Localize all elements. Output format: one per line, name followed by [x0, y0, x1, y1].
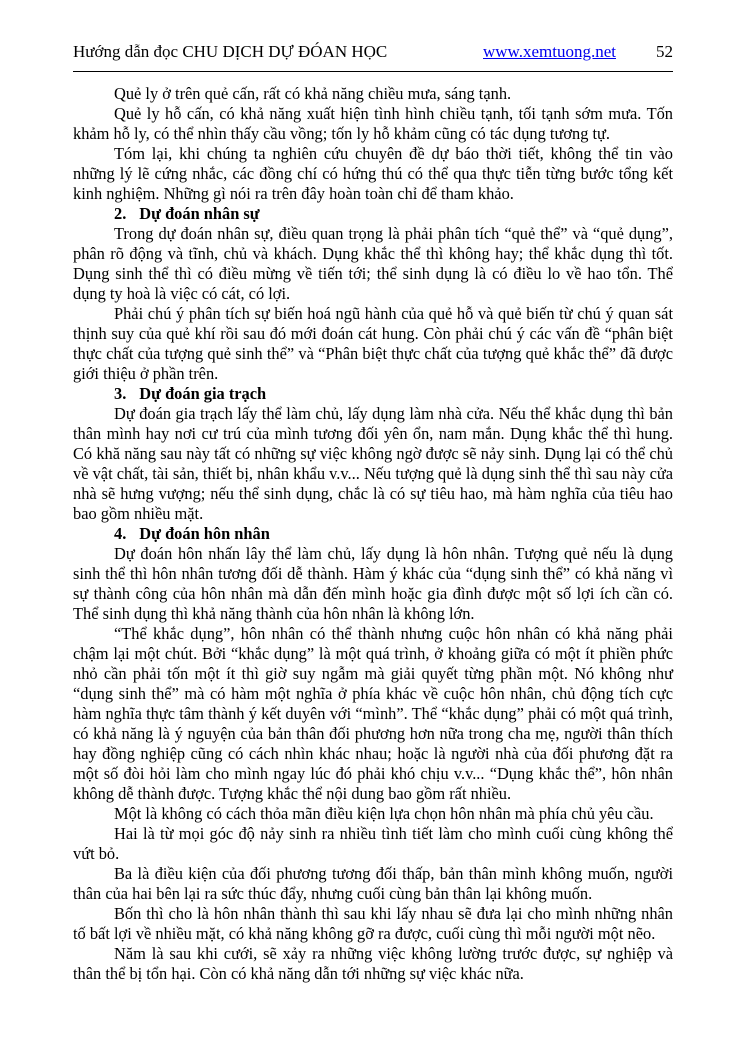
- section-heading-2: [73, 204, 673, 224]
- page-number: 52: [656, 42, 673, 61]
- paragraph: Dự đoán hôn nhấn lây thể làm chủ, lấy dụng là hôn nhân. Tượng quẻ nếu là dụng sinh thể thì hôn nhân tương đối dễ thành. Hàm ý khác của “dụng sinh thể” có khả năng vì sự thành công của hôn nhân mà dẫn đến mình hoặc gia đình được một số lợi ích cần có. Thể sinh dụng thì khả năng thành của hôn nhân là không lớn.: [73, 544, 673, 623]
- paragraph: Quẻ ly ở trên quẻ cấn, rất có khả năng chiều mưa, sáng tạnh.: [114, 84, 512, 103]
- section-number: 2.: [114, 204, 127, 223]
- page-body: [73, 84, 673, 984]
- paragraph: Năm là sau khi cưới, sẽ xảy ra những việc không lường trước được, sự nghiệp và thân thể bị tổn hại. Còn có khả năng dẫn tới những sự việc khác nữa.: [73, 944, 673, 983]
- header-divider: [73, 71, 673, 72]
- page-header: [73, 42, 673, 62]
- paragraph: Bốn thì cho là hôn nhân thành thì sau khi lấy nhau sẽ đưa lại cho mình những nhân tố bất lợi về nhiều mặt, có khả năng không gỡ ra được, cuối cùng thì mỗi người một nẽo.: [73, 904, 673, 943]
- paragraph: “Thể khắc dụng”, hôn nhân có thể thành nhưng cuộc hôn nhân có khả năng phải chậm lại một chút. Bởi “khắc dụng” là một quá trình, ở khoảng giữa có một ít phiền phức nhỏ cần phải tốn một ít thì giờ suy ngẫm mà giải quyết từng phần một. Nó không như “dụng sinh thể” mà có hàm một nghĩa ở phía khác về cuộc hôn nhân, chủ động tích cực hàm nghĩa thực tâm thành ý kết duyên với “mình”. Thể “khắc dụng” phải có một quá trình, có khả năng là ý nguyện của bản thân đối phương hơn nữa trong cha mẹ, người thân thích hay đồng nghiệp cũng có cách nhìn khác nhau; hoặc là người nhà của đối phương đặt ra một số đòi hỏi làm cho mình ngay lúc đó phải khó chịu v.v... “Dụng khắc thể”, hôn nhân không dễ thành được. Tượng khắc thể nội dung bao gồm rất nhiều.: [73, 624, 673, 803]
- paragraph: Ba là điều kiện của đối phương tương đối thấp, bản thân mình không muốn, người thân của hai bên lại ra sức thúc đẩy, nhưng cuối cùng bản thân lại không muốn.: [73, 864, 673, 903]
- section-heading-3: [73, 384, 673, 404]
- section-title: Dự đoán hôn nhân: [139, 524, 270, 543]
- paragraph: Một là không có cách thỏa mãn điều kiện lựa chọn hôn nhân mà phía chủ yêu cầu.: [114, 804, 654, 823]
- header-website-link[interactable]: www.xemtuong.net: [483, 42, 616, 61]
- paragraph: Tóm lại, khi chúng ta nghiên cứu chuyên đề dự báo thời tiết, không thể tin vào những lý lẽ cứng nhắc, các đồng chí có hứng thú có thể qua thực tiễn từng bước tổng kết kinh nghiệm. Những gì nói ra trên đây hoàn toàn chỉ để tham khảo.: [73, 144, 673, 203]
- section-number: 3.: [114, 384, 127, 403]
- paragraph: Trong dự đoán nhân sự, điều quan trọng là phải phân tích “quẻ thể” và “quẻ dụng”, phân rõ động và tĩnh, chủ và khách. Dụng khắc thể thì không hay; thể khắc dụng thì tốt. Dụng sinh thể thì có điều mừng về tiến tới; thể sinh dụng là có điều lo về hao tổn. Thể dụng ty hoà là việc có cát, có lợi.: [73, 224, 673, 303]
- section-number: 4.: [114, 524, 127, 543]
- paragraph: Hai là từ mọi góc độ nảy sinh ra nhiều tình tiết làm cho mình cuối cùng không thể vứt bỏ.: [73, 824, 673, 863]
- paragraph: Quẻ ly hỗ cấn, có khả năng xuất hiện tình hình chiều tạnh, tối tạnh sớm mưa. Tốn khảm hỗ ly, có thể nhìn thấy cầu vồng; tốn ly hỗ khảm cũng có tác dụng tương tự.: [73, 104, 673, 143]
- section-title: Dự đoán gia trạch: [139, 384, 267, 403]
- section-title: Dự đoán nhân sự: [139, 204, 260, 223]
- paragraph: Dự đoán gia trạch lấy thể làm chủ, lấy dụng làm nhà cửa. Nếu thể khắc dụng thì bản thân mình hay nơi cư trú của mình tương đối yên ổn, nam mắn. Dụng khắc thể thì hung. Có khă năng sau này tất có những sự việc không ngờ được sẽ nảy sinh. Dụng lại có thể chủ về vật chất, tài sản, thiết bị, nhân khẩu v.v... Nếu tượng quẻ là dụng sinh thể thì sau này cửa nhà sẽ hưng vượng; nếu thể sinh dụng, chắc là có sự tiêu hao, mà hàm nghĩa của tiêu hao bao gồm nhiều mặt.: [73, 404, 673, 523]
- section-heading-4: [73, 524, 673, 544]
- paragraph: Phải chú ý phân tích sự biến hoá ngũ hành của quẻ hỗ và quẻ biến từ chú ý quan sát thịnh suy của quẻ khí rồi sau đó mới đoán cát hung. Còn phải chú ý các vấn đề “phân biệt thực chất của tượng quẻ sinh thể” và “Phân biệt thực chất của tượng quẻ khắc thể” đã được giới thiệu ở phần trên.: [73, 304, 673, 383]
- header-title: Hướng dẫn đọc CHU DỊCH DỰ ĐÓAN HỌC: [73, 42, 388, 61]
